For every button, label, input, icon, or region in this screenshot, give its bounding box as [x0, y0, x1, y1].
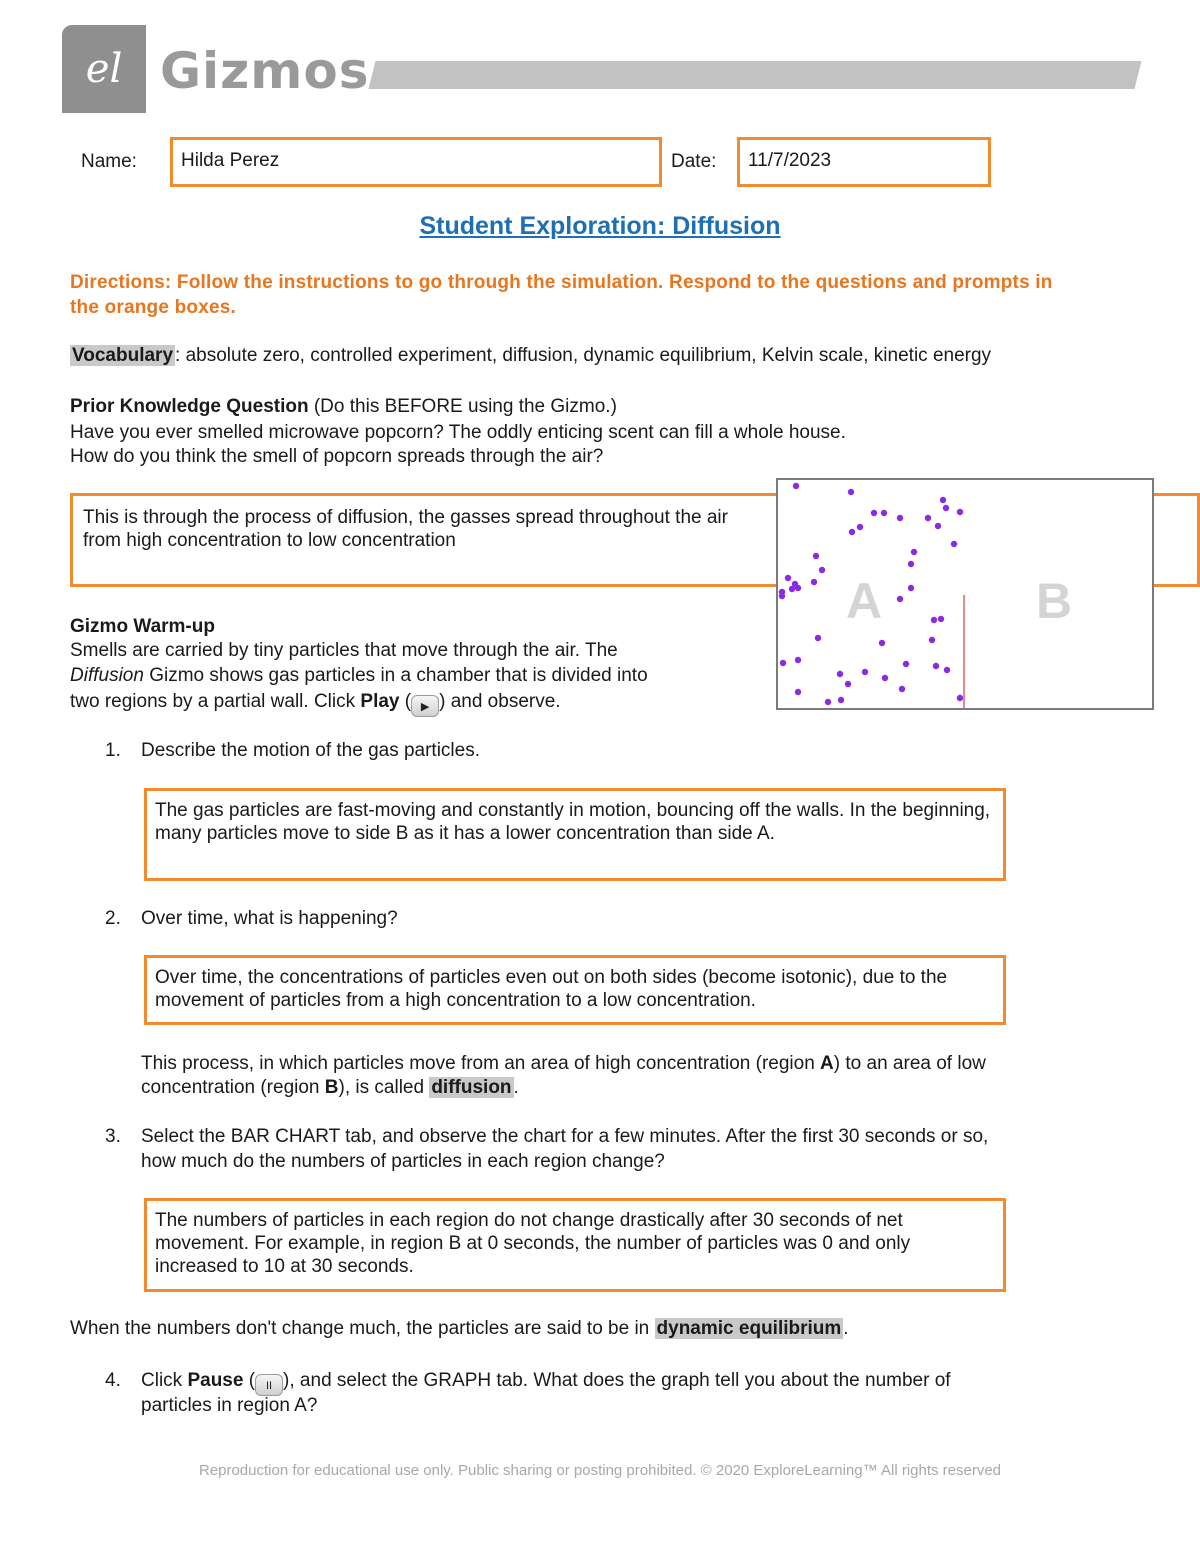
vocabulary-terms: : absolute zero, controlled experiment, diffusion, dynamic equilibrium, Kelvin scale, kinetic energy: [175, 345, 992, 366]
question-1-answer[interactable]: The gas particles are fast-moving and constantly in motion, bouncing off the walls. In the beginning, many particles move to side B as it has a lower concentration than side A.: [144, 788, 1006, 881]
date-label: Date:: [671, 151, 717, 172]
gas-particle: [837, 671, 843, 677]
gas-particle: [908, 561, 914, 567]
gas-particle: [779, 593, 785, 599]
prior-knowledge-line2: How do you think the smell of popcorn spreads through the air?: [70, 446, 604, 467]
gas-particle: [857, 524, 863, 530]
question-2-answer[interactable]: Over time, the concentrations of particles even out on both sides (become isotonic), due to the movement of particles from a high concentration to a low concentration.: [144, 955, 1006, 1025]
dynamic-equilibrium-term: dynamic equilibrium: [656, 1318, 842, 1339]
region-b-label: B: [1036, 573, 1073, 629]
warmup-gizmo-name: Diffusion: [70, 665, 144, 686]
question-4-prompt-line2: particles in region A?: [141, 1395, 318, 1416]
name-label: Name:: [81, 151, 137, 172]
header-bar: [369, 61, 1142, 89]
gas-particle: [899, 686, 905, 692]
gas-particle: [929, 637, 935, 643]
question-3-prompt-line1: Select the BAR CHART tab, and observe the chart for a few minutes. After the first 30 seconds or so,: [141, 1126, 989, 1147]
equilibrium-note-end: .: [843, 1318, 849, 1339]
prior-knowledge-heading: Prior Knowledge Question: [70, 396, 309, 417]
page-title: Student Exploration: Diffusion: [419, 212, 781, 240]
diffusion-simulation: [776, 478, 1154, 710]
warmup-line3-post: ) and observe.: [439, 691, 561, 712]
question-1-number: 1.: [105, 740, 121, 761]
region-a-label: A: [846, 573, 883, 629]
gas-particle: [819, 567, 825, 573]
gas-particle: [811, 579, 817, 585]
vocabulary-label: Vocabulary: [72, 345, 174, 366]
gas-particle: [933, 663, 939, 669]
gas-particle: [957, 695, 963, 701]
vocabulary: [70, 343, 1170, 368]
gas-particle: [785, 575, 791, 581]
gas-particle: [908, 585, 914, 591]
gas-particle: [879, 640, 885, 646]
gas-particle: [795, 689, 801, 695]
gizmos-logo-word: Gizmos: [160, 42, 370, 100]
gas-particle: [815, 635, 821, 641]
warmup-line3-open: (: [399, 691, 412, 712]
diffusion-note-region-b: B: [324, 1077, 339, 1098]
gas-particle: [795, 657, 801, 663]
gas-particle: [825, 699, 831, 705]
diffusion-note-line1-pre: This process, in which particles move from an area of high concentration (region: [141, 1053, 821, 1074]
warmup-line1: Smells are carried by tiny particles that move through the air. The: [70, 640, 618, 661]
question-2-number: 2.: [105, 908, 121, 929]
logo-mark-text: el: [85, 46, 123, 92]
diffusion-note-line2: [141, 1075, 519, 1100]
gas-particle: [793, 483, 799, 489]
gas-particle: [845, 681, 851, 687]
gas-particle: [931, 617, 937, 623]
equilibrium-note-pre: When the numbers don't change much, the particles are said to be in: [70, 1318, 655, 1339]
simulation-canvas: [778, 480, 1152, 708]
question-3-number: 3.: [105, 1126, 121, 1147]
gas-particle: [795, 585, 801, 591]
question-4-prompt-open: (: [243, 1370, 256, 1391]
gas-particle: [951, 541, 957, 547]
prior-knowledge-line1: Have you ever smelled microwave popcorn? The oddly enticing scent can fill a whole house.: [70, 422, 846, 443]
diffusion-term: diffusion: [431, 1077, 512, 1098]
gas-particle: [848, 489, 854, 495]
prior-knowledge-heading-line: [70, 394, 617, 419]
gas-particle: [789, 586, 795, 592]
diffusion-note-region-a: A: [820, 1053, 834, 1074]
pause-icon: II: [255, 1374, 283, 1396]
gas-particle: [911, 549, 917, 555]
directions: Directions: Follow the instructions to go through the simulation. Respond to the questions and prompts in the orange boxes.: [70, 272, 1053, 318]
warmup-line3-pre: two regions by a partial wall. Click: [70, 691, 361, 712]
gas-particle: [862, 669, 868, 675]
question-3-prompt-line2: how much do the numbers of particles in each region change?: [141, 1151, 665, 1172]
warmup-line2: [70, 663, 648, 688]
equilibrium-note: [70, 1316, 849, 1341]
question-4-prompt-pre: Click: [141, 1370, 188, 1391]
name-field[interactable]: Hilda Perez: [170, 137, 662, 187]
gas-particle: [897, 596, 903, 602]
warmup-line3: [70, 689, 561, 717]
diffusion-note-line2-mid: ), is called: [338, 1077, 430, 1098]
gas-particle: [957, 509, 963, 515]
gas-particle: [881, 510, 887, 516]
diffusion-note-line1-post: ) to an area of low: [833, 1053, 986, 1074]
prior-knowledge-answer[interactable]: This is through the process of diffusion, the gasses spread throughout the air from high concentration to low concentration: [70, 493, 1200, 587]
diffusion-note-line2-end: .: [513, 1077, 519, 1098]
footer-copyright: Reproduction for educational use only. Public sharing or posting prohibited. © 2020 ExploreLearning™ All rights reserved: [198, 1462, 1002, 1479]
gas-particle: [849, 529, 855, 535]
play-icon: ▶: [411, 695, 439, 717]
gas-particle: [780, 660, 786, 666]
gas-particle: [940, 497, 946, 503]
gas-particle: [871, 510, 877, 516]
question-1-prompt: Describe the motion of the gas particles.: [141, 740, 481, 761]
gas-particle: [838, 697, 844, 703]
diffusion-note-line1: [141, 1051, 986, 1076]
warmup-heading: Gizmo Warm-up: [70, 616, 215, 637]
warmup-play-word: Play: [360, 691, 400, 712]
question-4-pause-word: Pause: [187, 1370, 244, 1391]
gizmos-logo-mark: [62, 25, 146, 113]
question-2-prompt: Over time, what is happening?: [141, 908, 398, 929]
date-field[interactable]: 11/7/2023: [737, 137, 991, 187]
gas-particle: [925, 515, 931, 521]
gas-particle: [938, 616, 944, 622]
question-4-prompt-post: ), and select the GRAPH tab. What does the graph tell you about the number of: [283, 1370, 951, 1391]
gas-particle: [813, 553, 819, 559]
question-4-number: 4.: [105, 1370, 121, 1391]
gas-particle: [943, 505, 949, 511]
gas-particle: [935, 523, 941, 529]
question-3-answer[interactable]: The numbers of particles in each region do not change drastically after 30 seconds of net movement. For example, in region B at 0 seconds, the number of particles was 0 and only increased to 10 at 30 seconds.: [144, 1198, 1006, 1292]
prior-knowledge-note: (Do this BEFORE using the Gizmo.): [308, 396, 617, 417]
gas-particle: [882, 675, 888, 681]
gas-particle: [944, 667, 950, 673]
warmup-line2-rest: Gizmo shows gas particles in a chamber that is divided into: [143, 665, 648, 686]
diffusion-note-line2-pre: concentration (region: [141, 1077, 325, 1098]
question-4-prompt-line1: [141, 1368, 951, 1396]
gas-particle: [903, 661, 909, 667]
gas-particle: [897, 515, 903, 521]
